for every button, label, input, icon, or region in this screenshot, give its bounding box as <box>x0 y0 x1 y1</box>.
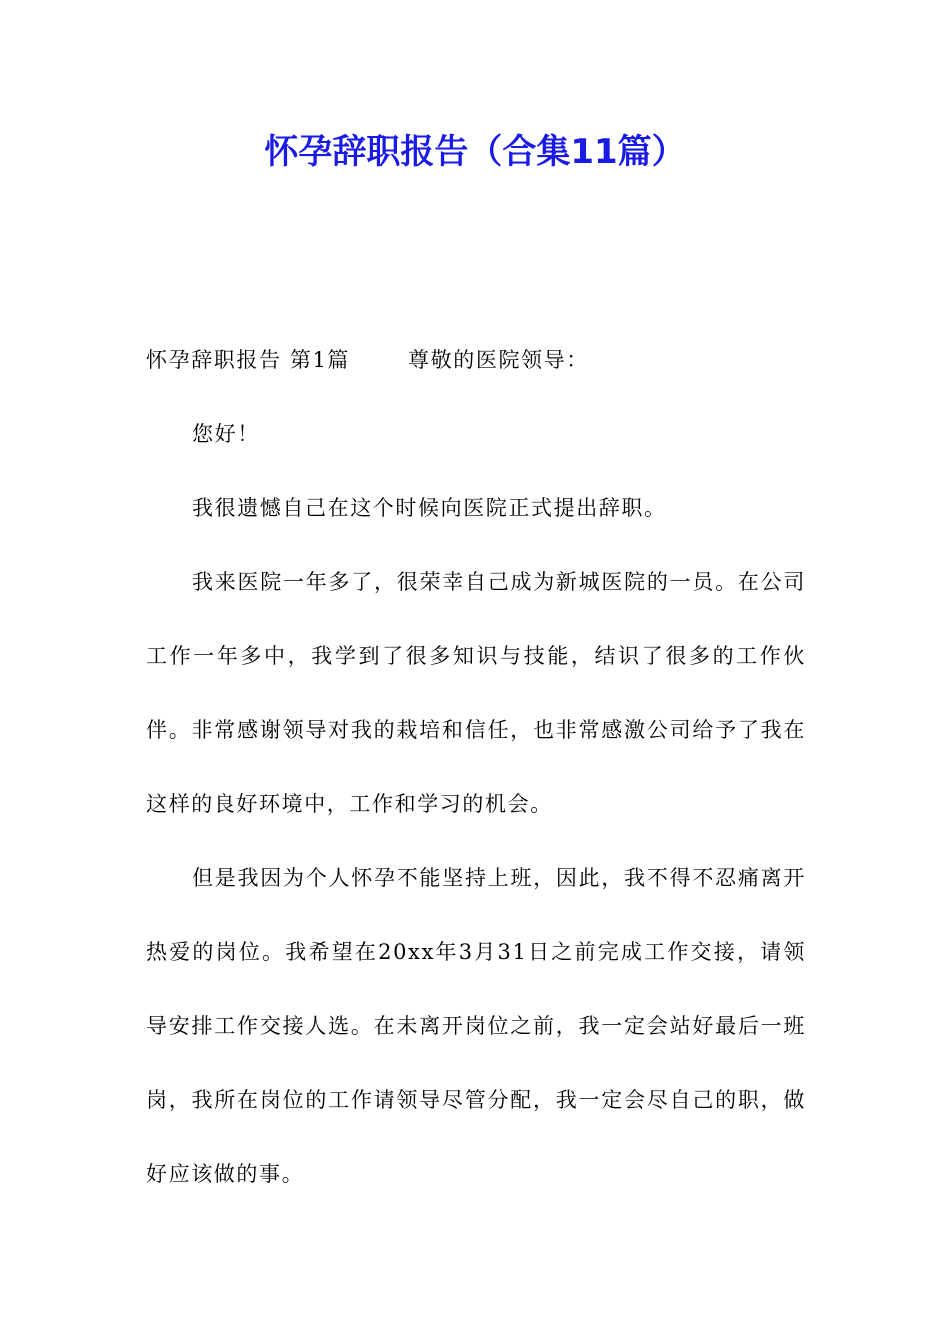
paragraph-greeting: 您好！ <box>192 422 260 446</box>
document-title: 怀孕辞职报告（合集11篇） <box>264 132 686 172</box>
heading-line <box>146 323 806 397</box>
salutation: 尊敬的医院领导： <box>408 348 589 372</box>
section-heading: 怀孕辞职报告 第1篇 <box>146 348 351 372</box>
paragraph-resignation-statement: 我很遗憾自己在这个时候向医院正式提出辞职。 <box>192 496 667 520</box>
paragraph-gratitude: 我来医院一年多了，很荣幸自己成为新城医院的一员。在公司工作一年多中，我学到了很多知识与技能，结识了很多的工作伙伴。非常感谢领导对我的栽培和信任，也非常感激公司给予了我在这样的良好环境中，工作和学习的机会。 <box>146 570 806 816</box>
letter-body <box>146 397 806 1211</box>
paragraph-handover: 但是我因为个人怀孕不能坚持上班，因此，我不得不忍痛离开热爱的岗位。我希望在20xx年3月31日之前完成工作交接，请领导安排工作交接人选。在未离开岗位之前，我一定会站好最后一班岗，我所在岗位的工作请领导尽管分配，我一定会尽自己的职，做好应该做的事。 <box>146 866 806 1186</box>
